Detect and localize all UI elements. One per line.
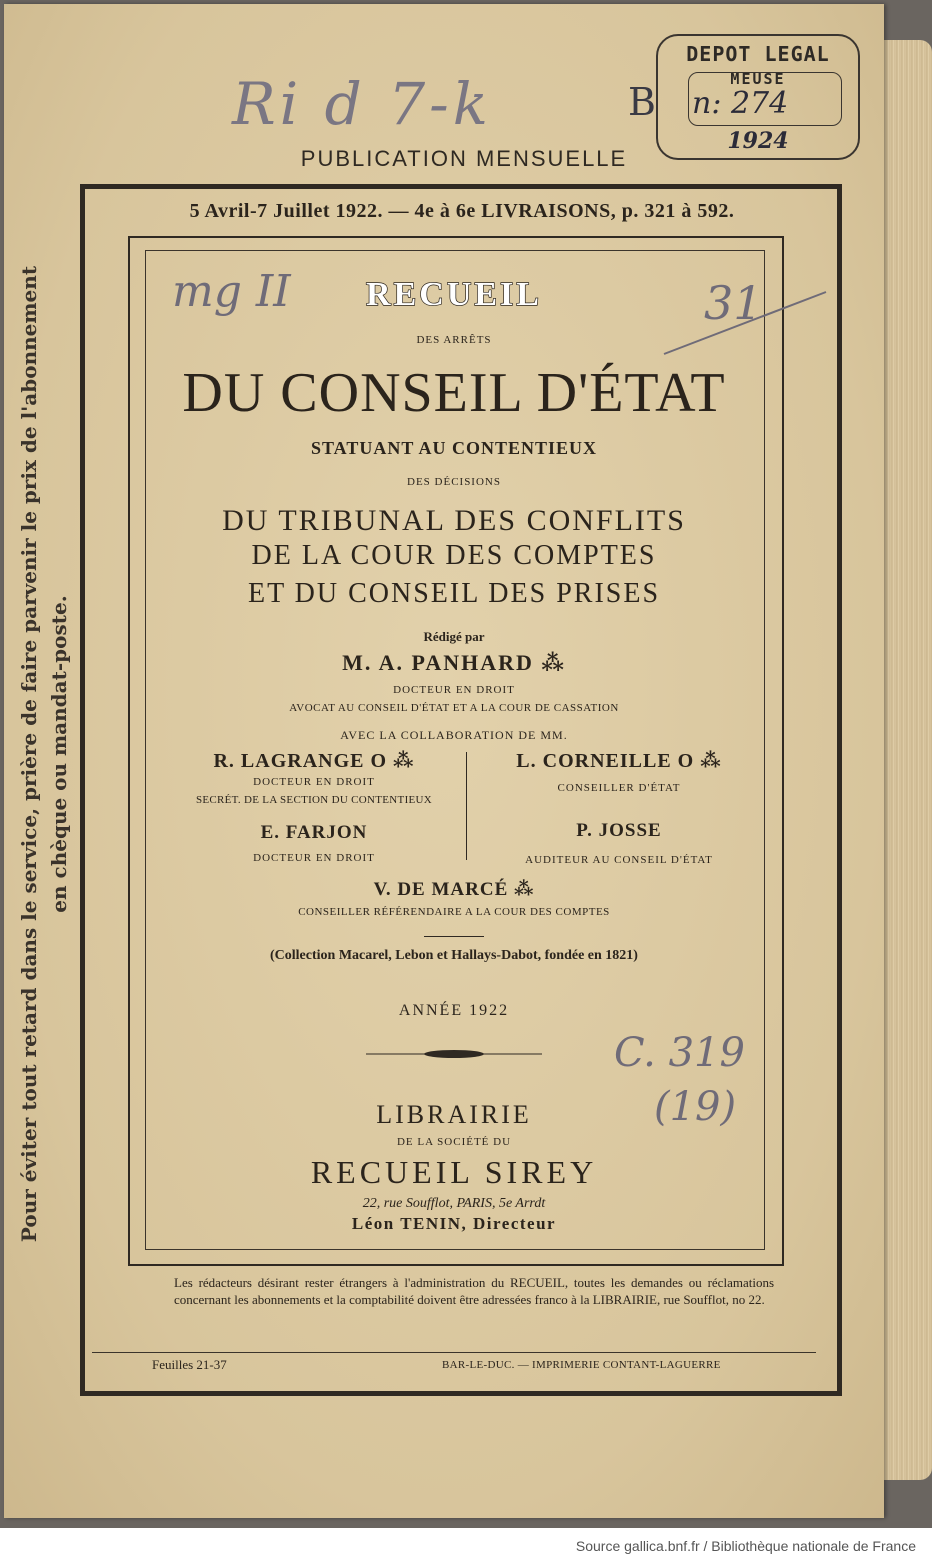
page-edges — [880, 40, 932, 1480]
main-editor-title-1: DOCTEUR EN DROIT — [393, 684, 515, 696]
side-notice-line-1: Pour éviter tout retard dans le service, prière de faire parvenir le prix de l'abonnement — [17, 265, 41, 1243]
publication-frequency: PUBLICATION MENSUELLE — [300, 146, 628, 171]
handwritten-shelfmark: Ri d 7-k — [232, 70, 492, 138]
title-des-decisions: DES DÉCISIONS — [407, 476, 501, 488]
editor-josse: P. JOSSE — [576, 820, 662, 841]
title-tribunal: DU TRIBUNAL DES CONFLITS — [222, 504, 686, 537]
short-divider — [424, 936, 484, 937]
collaboration-line: AVEC LA COLLABORATION DE MM. — [340, 728, 568, 742]
side-notice — [14, 154, 74, 1354]
stamp-side-letter: B — [628, 80, 656, 124]
title-prises: ET DU CONSEIL DES PRISES — [247, 578, 661, 609]
main-editor: M. A. PANHARD ⁂ — [342, 650, 566, 675]
feuilles: Feuilles 21-37 — [152, 1357, 227, 1372]
source-attribution: Source gallica.bnf.fr / Bibliothèque nationale de France — [575, 1538, 916, 1554]
publisher-address: 22, rue Soufflot, PARIS, 5e Arrdt — [362, 1196, 546, 1211]
redige-par: Rédigé par — [423, 629, 485, 644]
side-notice-line-2: en chèque ou mandat-poste. — [47, 595, 71, 913]
editor-de-marce: V. DE MARCÉ ⁂ — [373, 879, 535, 900]
issue-line: 5 Avril-7 Juillet 1922. — 4e à 6e LIVRAISONS, p. 321 à 592. — [189, 200, 735, 222]
notice-text: Les rédacteurs désirant rester étrangers à l'administration du RECUEIL, toutes les demandes ou réclamations concernant les abonnements et la comptabilité doivent être adressées franco à la LIBRAIRIE, rue Soufflot, no 22. — [174, 1275, 774, 1307]
stamp-number: n: 274 — [692, 86, 789, 121]
editor-lagrange-title-2: SECRÉT. DE LA SECTION DU CONTENTIEUX — [195, 794, 433, 806]
year-line: ANNÉE 1922 — [398, 1002, 510, 1019]
depot-legal-stamp — [656, 34, 860, 160]
title-main: DU CONSEIL D'ÉTAT — [182, 362, 726, 424]
title-statuant: STATUANT AU CONTENTIEUX — [310, 438, 598, 458]
annotation-mid-right-1: C. 319 — [614, 1030, 745, 1076]
stamp-line-depot: DEPOT LEGAL — [686, 42, 830, 66]
collection-line: (Collection Macarel, Lebon et Hallays-Dabot, fondée en 1821) — [270, 948, 638, 963]
title-recueil: RECUEIL — [366, 276, 542, 313]
stamp-year: 1924 — [727, 128, 789, 154]
publisher-de-la-societe: DE LA SOCIÉTÉ DU — [396, 1136, 512, 1148]
annotation-mid-right-2: (19) — [654, 1084, 737, 1130]
editor-lagrange-title-1: DOCTEUR EN DROIT — [253, 776, 375, 788]
editor-farjon-title-1: DOCTEUR EN DROIT — [253, 852, 375, 864]
ornament-divider — [364, 1044, 544, 1064]
publisher-recueil-sirey: RECUEIL SIREY — [310, 1154, 598, 1190]
editor-corneille: L. CORNEILLE O ⁂ — [516, 750, 722, 772]
annotation-top-left: mg II — [172, 266, 291, 317]
source-footer — [0, 1528, 932, 1566]
editor-lagrange: R. LAGRANGE O ⁂ — [213, 750, 415, 772]
editor-josse-title-1: AUDITEUR AU CONSEIL D'ÉTAT — [525, 854, 713, 866]
book-cover — [4, 4, 884, 1518]
bottom-rule — [92, 1352, 816, 1353]
publisher-director: Léon TENIN, Directeur — [351, 1214, 557, 1233]
title-des-arrets: DES ARRÊTS — [416, 334, 492, 346]
editor-corneille-title-1: CONSEILLER D'ÉTAT — [557, 782, 681, 794]
annotation-top-right: 31 — [704, 276, 763, 330]
title-cour: DE LA COUR DES COMPTES — [251, 540, 657, 571]
main-editor-title-2: AVOCAT AU CONSEIL D'ÉTAT ET A LA COUR DE CASSATION — [289, 702, 619, 714]
imprimerie: BAR-LE-DUC. — IMPRIMERIE CONTANT-LAGUERRE — [442, 1359, 721, 1371]
stamp-line-meuse: MEUSE — [730, 70, 786, 88]
editor-de-marce-title-1: CONSEILLER RÉFÉRENDAIRE A LA COUR DES COMPTES — [298, 906, 610, 918]
editor-farjon: E. FARJON — [260, 822, 368, 843]
editors-divider — [466, 752, 467, 860]
publisher-librairie: LIBRAIRIE — [376, 1100, 532, 1129]
